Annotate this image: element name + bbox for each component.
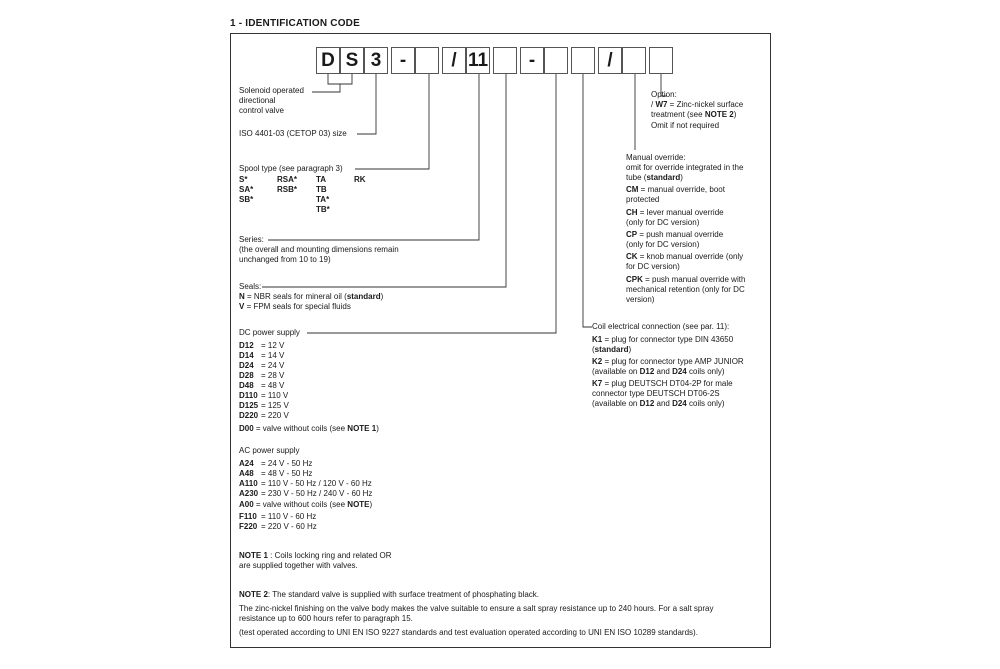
note2-test: (test operated according to UNI EN ISO 9227 standards and test evaluation operated according to UNI EN ISO 10289 standards). [239, 628, 698, 637]
manual-text: tube (standard) [626, 173, 683, 182]
series-text: (the overall and mounting dimensions remain [239, 245, 399, 254]
note2-para: resistance up to 600 hours refer to paragraph 15. [239, 614, 413, 623]
spool-code: TB* [316, 205, 330, 214]
manual-text: omit for override integrated in the [626, 163, 744, 172]
page-title: 1 - IDENTIFICATION CODE [230, 18, 360, 29]
spool-code: TA [316, 175, 327, 184]
note2-para: The zinc-nickel finishing on the valve body makes the valve suitable to ensure a salt spray resistance up to 240 hours. For a salt spray [239, 604, 714, 613]
coil-k7: K7 = plug DEUTSCH DT04-2P for male [592, 379, 733, 388]
code-cell: 11 [466, 47, 490, 74]
spool-code: RSB* [277, 185, 298, 194]
spool-code: SA* [239, 185, 254, 194]
manual-cp-2: (only for DC version) [626, 240, 700, 249]
coil-k7-3: (available on D12 and D24 coils only) [592, 399, 725, 408]
iso-size-label: ISO 4401-03 (CETOP 03) size [239, 129, 347, 138]
seals-heading: Seals: [239, 282, 262, 291]
option-line2: treatment (see NOTE 2) [651, 110, 737, 119]
seals-n: N = NBR seals for mineral oil (standard) [239, 292, 384, 301]
code-cell: / [598, 47, 622, 74]
code-cell: - [520, 47, 544, 74]
code-cell: - [391, 47, 415, 74]
spool-code: RK [354, 175, 366, 184]
ac-heading: AC power supply [239, 446, 300, 455]
option-line3: Omit if not required [651, 121, 720, 130]
manual-cm: CM = manual override, boot [626, 185, 725, 194]
code-cell: / [442, 47, 466, 74]
option-heading: Option: [651, 90, 677, 99]
option-w7: / W7 = Zinc-nickel surface [651, 100, 744, 109]
coil-k2: K2 = plug for connector type AMP JUNIOR [592, 357, 744, 366]
manual-cp: CP = push manual override [626, 230, 724, 239]
manual-cpk-3: version) [626, 295, 655, 304]
solenoid-label-3: control valve [239, 106, 284, 115]
spool-code: S* [239, 175, 248, 184]
spool-code: TA* [316, 195, 330, 204]
manual-cpk-2: mechanical retention (only for DC [626, 285, 745, 294]
series-heading: Series: [239, 235, 264, 244]
spool-heading: Spool type (see paragraph 3) [239, 164, 343, 173]
coil-k2-2: (available on D12 and D24 coils only) [592, 367, 725, 376]
coil-k1-2: (standard) [592, 345, 632, 354]
coil-heading: Coil electrical connection (see par. 11): [592, 322, 730, 331]
spool-code: TB [316, 185, 327, 194]
note2: NOTE 2: The standard valve is supplied with surface treatment of phosphating black. [239, 590, 540, 599]
manual-heading: Manual override: [626, 153, 686, 162]
code-cell: S [340, 47, 364, 74]
coil-k7-2: connector type DEUTSCH DT06-2S [592, 389, 720, 398]
manual-cpk: CPK = push manual override with [626, 275, 746, 284]
manual-ck-2: for DC version) [626, 262, 680, 271]
series-text: unchanged from 10 to 19) [239, 255, 331, 264]
spool-code: SB* [239, 195, 254, 204]
seals-v: V = FPM seals for special fluids [239, 302, 351, 311]
solenoid-label-2: directional [239, 96, 276, 105]
note1-line2: are supplied together with valves. [239, 561, 358, 570]
spool-code: RSA* [277, 175, 298, 184]
code-cell: 3 [364, 47, 388, 74]
manual-ch-2: (only for DC version) [626, 218, 700, 227]
solenoid-label-1: Solenoid operated [239, 86, 304, 95]
code-cell: D [316, 47, 340, 74]
note1: NOTE 1 : Coils locking ring and related OR [239, 551, 392, 560]
coil-k1: K1 = plug for connector type DIN 43650 [592, 335, 734, 344]
manual-ck: CK = knob manual override (only [626, 252, 744, 261]
dc-heading: DC power supply [239, 328, 300, 337]
manual-ch: CH = lever manual override [626, 208, 724, 217]
manual-cm-2: protected [626, 195, 660, 204]
